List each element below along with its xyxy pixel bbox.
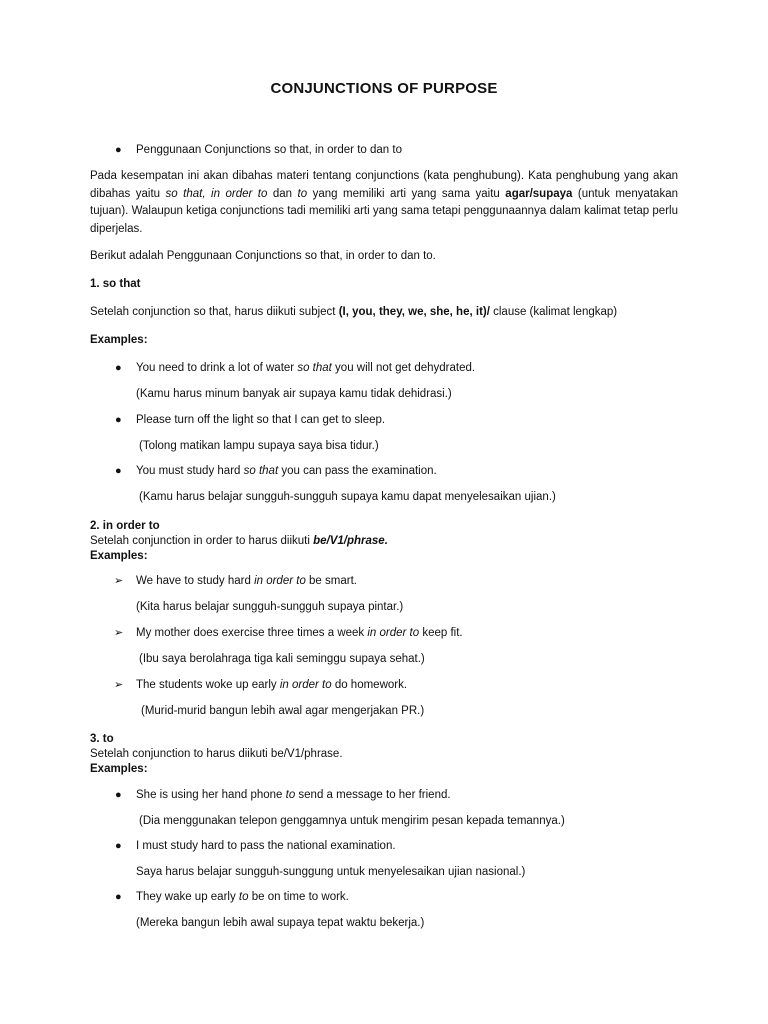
bullet-icon: ● xyxy=(115,414,122,426)
bullet-icon: ● xyxy=(115,465,122,477)
s1-ex3-c: you can pass the examination. xyxy=(278,465,437,477)
section2-example-3 xyxy=(136,677,407,693)
section2-translation-3: (Murid-murid bangun lebih awal agar mengerjakan PR.) xyxy=(141,705,425,717)
s2-ex3-b: in order to xyxy=(279,679,332,691)
bullet-icon: ● xyxy=(115,144,122,156)
section2-example-1 xyxy=(136,573,357,589)
section3-rule: Setelah conjunction to harus diikuti be/V1/phrase. xyxy=(90,748,343,760)
section1-translation-1: (Kamu harus minum banyak air supaya kamu tidak dehidrasi.) xyxy=(136,388,452,400)
s2-ex2-a: My mother does exercise three times a week xyxy=(136,627,368,639)
intro-text-3: dan xyxy=(267,187,298,200)
section3-examples-label: Examples: xyxy=(90,763,148,775)
section3-translation-1: (Dia menggunakan telepon genggamnya untuk mengirim pesan kepada temannya.) xyxy=(139,815,565,827)
s3-ex3-a: They wake up early xyxy=(136,891,239,903)
section2-rule-b: be/V1/phrase. xyxy=(313,535,388,547)
intro-text-4: to xyxy=(297,187,308,200)
s1-ex1-a: You need to drink a lot of water xyxy=(136,362,298,374)
section1-rule xyxy=(90,304,617,320)
intro-text-2: so that, in order to xyxy=(165,187,268,200)
section1-rule-c: clause (kalimat lengkap) xyxy=(489,306,618,318)
s3-ex1-b: to xyxy=(285,789,296,801)
intro-paragraph xyxy=(90,168,678,238)
section2-example-2 xyxy=(136,625,463,641)
section2-heading: 2. in order to xyxy=(90,520,160,532)
s2-ex1-b: in order to xyxy=(254,575,306,587)
s2-ex3-a: The students woke up early xyxy=(136,679,280,691)
intro-text-7: (untuk menyatakan tujuan). Walaupun ketiga conjunctions tadi memiliki arti yang sama tetapi penggunaannya dalam kalimat tetap perlu diperjelas. xyxy=(90,187,678,235)
section3-example-2: I must study hard to pass the national examination. xyxy=(136,840,396,852)
section1-rule-a: Setelah conjunction so that, harus diikuti subject xyxy=(90,306,339,318)
s2-ex3-c: do homework. xyxy=(331,679,408,691)
lead-paragraph: Berikut adalah Penggunaan Conjunctions so that, in order to dan to. xyxy=(90,250,436,262)
section2-translation-1: (Kita harus belajar sungguh-sungguh supaya pintar.) xyxy=(136,601,404,613)
section3-example-3 xyxy=(136,889,349,905)
s2-ex1-a: We have to study hard xyxy=(136,575,255,587)
section3-heading: 3. to xyxy=(90,733,114,745)
section2-rule-a: Setelah conjunction in order to harus diikuti xyxy=(90,535,314,547)
section1-examples-label: Examples: xyxy=(90,334,148,346)
s3-ex1-a: She is using her hand phone xyxy=(136,789,286,801)
section1-example-2: Please turn off the light so that I can get to sleep. xyxy=(136,414,386,426)
bullet-icon: ● xyxy=(115,840,122,852)
section2-rule xyxy=(90,533,388,549)
section3-example-1 xyxy=(136,787,451,803)
page-title: CONJUNCTIONS OF PURPOSE xyxy=(270,80,498,97)
bullet-icon: ● xyxy=(115,789,122,801)
s2-ex2-b: in order to xyxy=(367,627,420,639)
section3-translation-3: (Mereka bangun lebih awal supaya tepat waktu bekerja.) xyxy=(136,917,425,929)
arrow-bullet-icon: ➢ xyxy=(114,627,124,639)
s3-ex3-c: be on time to work. xyxy=(248,891,349,903)
section1-rule-b: (I, you, they, we, she, he, it)/ xyxy=(338,306,490,318)
section2-examples-label: Examples: xyxy=(90,550,148,562)
s2-ex2-c: keep fit. xyxy=(419,627,463,639)
section1-example-1 xyxy=(136,360,475,376)
s3-ex3-b: to xyxy=(238,891,249,903)
section3-translation-2: Saya harus belajar sungguh-sunggung untuk menyelesaikan ujian nasional.) xyxy=(136,866,526,878)
arrow-bullet-icon: ➢ xyxy=(114,575,124,587)
section1-translation-2: (Tolong matikan lampu supaya saya bisa tidur.) xyxy=(139,440,379,452)
intro-text-5: yang memiliki arti yang sama yaitu xyxy=(307,187,506,200)
section1-translation-3: (Kamu harus belajar sungguh-sungguh supaya kamu dapat menyelesaikan ujian.) xyxy=(139,491,556,503)
intro-bullet-text: Penggunaan Conjunctions so that, in order to dan to xyxy=(136,144,402,156)
s1-ex3-b: so that xyxy=(243,465,279,477)
bullet-icon: ● xyxy=(115,362,122,374)
section2-translation-2: (Ibu saya berolahraga tiga kali seminggu supaya sehat.) xyxy=(139,653,425,665)
s1-ex1-b: so that xyxy=(297,362,332,374)
s2-ex1-c: be smart. xyxy=(305,575,357,587)
s1-ex3-a: You must study hard xyxy=(136,465,244,477)
s3-ex1-c: send a message to her friend. xyxy=(295,789,451,801)
bullet-icon: ● xyxy=(115,891,122,903)
section1-example-3 xyxy=(136,463,437,479)
section1-heading: 1. so that xyxy=(90,278,141,290)
intro-text-1: Pada kesempatan ini akan dibahas materi tentang conjunctions (kata penghubung). Kata penghubung yang akan dibahas yaitu xyxy=(90,170,678,200)
s1-ex1-c: you will not get dehydrated. xyxy=(331,362,476,374)
arrow-bullet-icon: ➢ xyxy=(114,679,124,691)
intro-text-6: agar/supaya xyxy=(505,187,573,200)
